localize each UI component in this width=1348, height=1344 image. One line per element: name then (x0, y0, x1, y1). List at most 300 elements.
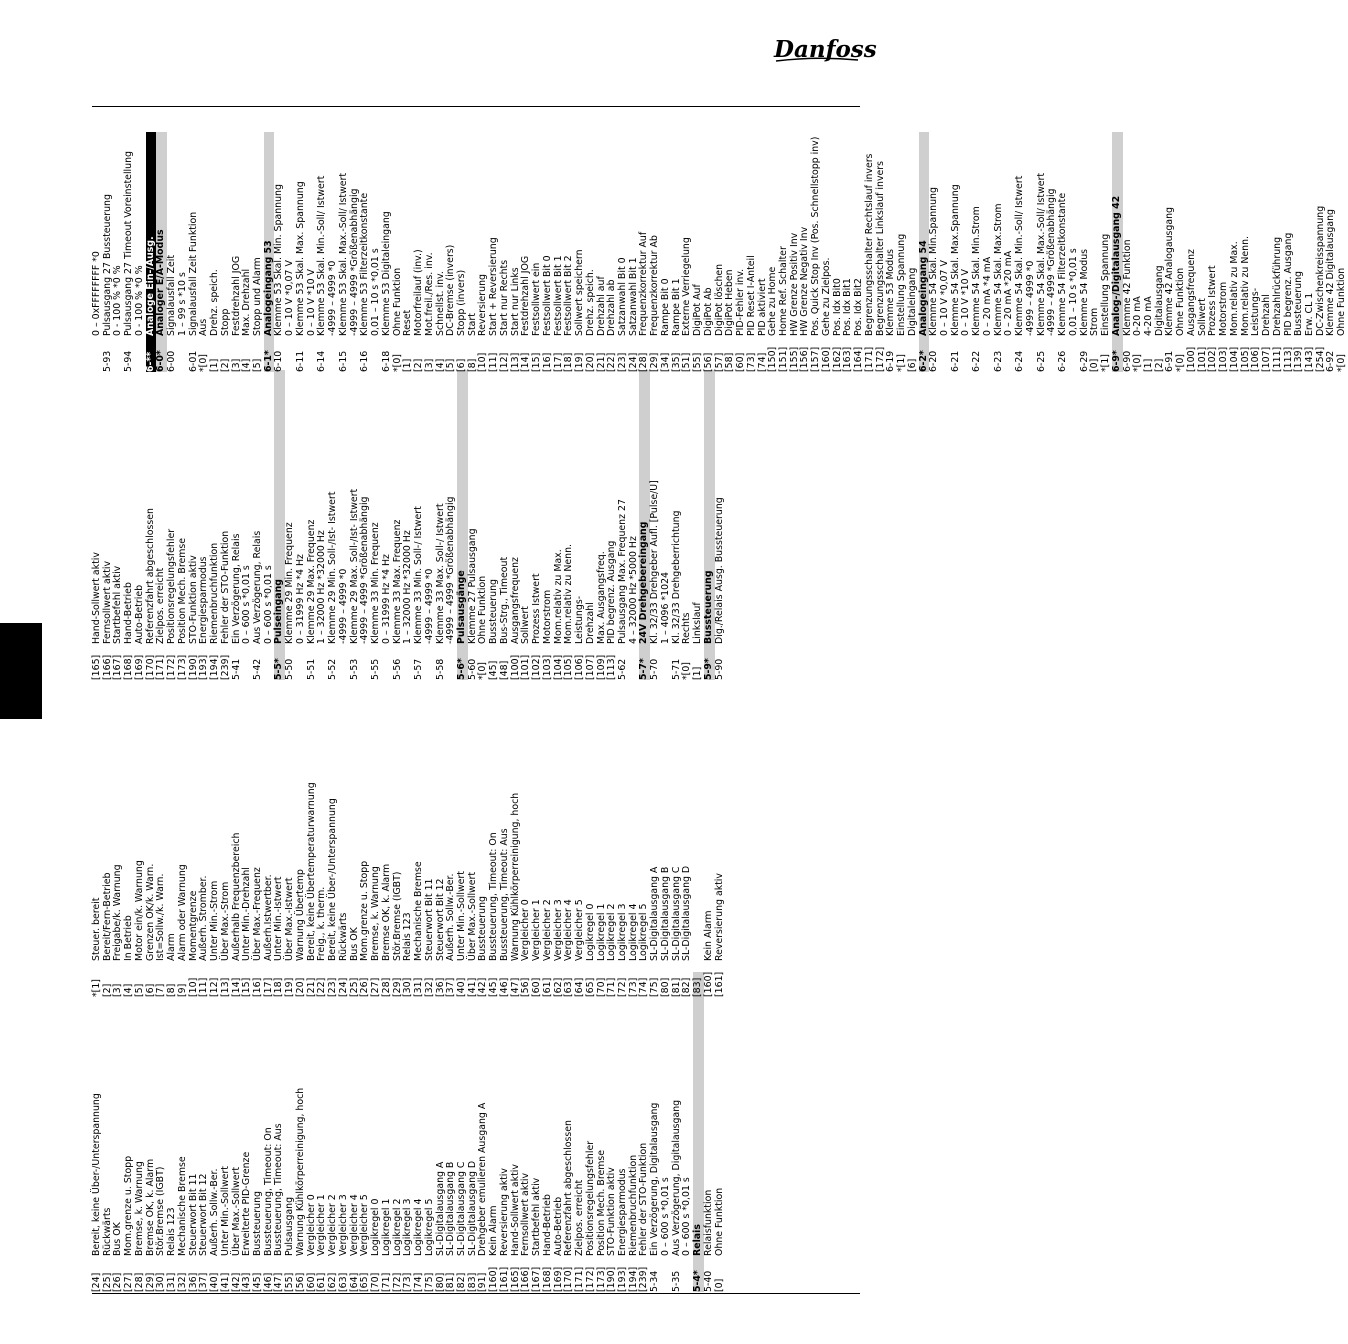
parameter-code: [102] (531, 654, 543, 680)
parameter-text: SL-Digitalausgang A (649, 866, 661, 961)
parameter-row (1165, 132, 1176, 372)
parameter-row (715, 972, 726, 1292)
parameter-code: [164] (853, 346, 865, 372)
parameter-text: PID Reset I-Anteil (745, 255, 757, 336)
parameter-row (1187, 132, 1198, 372)
parameter-code: [25] (101, 1272, 113, 1292)
parameter-text: Steuerwort Bit 11 (423, 878, 435, 961)
parameter-text: Klemme 54 Modus (1078, 248, 1090, 336)
parameter-code: [56] (702, 352, 714, 372)
parameter-code: [22] (316, 977, 328, 997)
parameter-text: Zielpos. erreicht (155, 567, 167, 644)
parameter-text: Startbefehl aktiv (112, 565, 124, 644)
parameter-text: Festsollwert ein (531, 262, 543, 336)
parameter-text: 0 - 100 % *0 % (112, 265, 124, 336)
parameter-row (339, 687, 350, 997)
parameter-text: Motorfreilauf (inv.) (413, 249, 425, 336)
parameter-row (296, 132, 307, 372)
parameter-row (650, 132, 661, 372)
parameter-row (1251, 132, 1262, 372)
parameter-code: [65] (359, 1272, 371, 1292)
parameter-text: Hand-Betrieb (123, 582, 135, 644)
parameter-text: 4-20 mA (1142, 296, 1154, 336)
parameter-text: Relaisfunktion (702, 1189, 714, 1256)
parameter-text: Klemme 54 Skal. Max.Strom (992, 203, 1004, 336)
parameter-code: [51] (681, 352, 693, 372)
parameter-row (843, 132, 854, 372)
parameter-code: 5-94 (123, 350, 135, 372)
parameter-text: Ohne Funktion (1175, 267, 1187, 336)
parameter-text: Bussteuerung, Timeout: On (262, 1127, 274, 1256)
parameter-code: 6-19 (885, 350, 897, 372)
parameter-text: Analoger E/A-Modus (156, 132, 167, 336)
parameter-code: 6-9* (1112, 336, 1123, 372)
parameter-code: [57] (713, 352, 725, 372)
parameter-code: [11] (488, 352, 500, 372)
parameter-code: [60] (735, 352, 747, 372)
parameter-code: [6] (144, 983, 156, 997)
parameter-code: [37] (198, 1272, 210, 1292)
parameter-code: 5-7* (639, 644, 650, 680)
parameter-code: 6-0* (156, 336, 167, 372)
parameter-row (715, 687, 726, 997)
parameter-code: 6-11 (294, 350, 306, 372)
parameter-text: Drehzahl ab (606, 279, 618, 336)
parameter-code: 6-1* (264, 336, 275, 372)
parameter-text: Steuer. bereit (91, 897, 102, 961)
parameter-code: 5-35 (670, 1270, 682, 1292)
parameter-code: [239] (638, 1266, 650, 1292)
parameter-code: [21] (595, 352, 607, 372)
parameter-text: Klemme 54 Skal. Max.-Soll/ Istwert (1035, 172, 1047, 336)
parameter-text: Referenzfahrt abgeschlossen (563, 1120, 575, 1256)
parameter-code: [254] (1314, 346, 1326, 372)
parameter-row (607, 132, 618, 372)
parameter-text: Sollwert (1196, 298, 1208, 336)
parameter-row (339, 972, 350, 1292)
parameter-text: Fehler der STO-Funktion (219, 530, 231, 644)
parameter-code: [150] (767, 346, 779, 372)
parameter-code: [83] (692, 977, 704, 997)
parameter-text: Linkslauf (692, 602, 704, 644)
parameter-text: Bereit, keine Übertemperaturwarnung (305, 782, 317, 961)
parameter-text: Drehzahlrückführung (1271, 236, 1283, 336)
parameter-row (382, 972, 393, 1292)
parameter-text: 0,01 – 10 s *0,01 s (1067, 248, 1079, 336)
parameter-code: 5-56 (391, 658, 403, 680)
parameter-code: [155] (788, 346, 800, 372)
parameter-text: Digitaleingang (906, 267, 918, 336)
parameter-code: [160] (702, 971, 714, 997)
parameter-text: Klemme 27 Pulsausgang (466, 528, 478, 644)
parameter-text: SL-Digitalausgang D (681, 865, 693, 961)
parameter-row (1326, 132, 1337, 372)
parameter-code: [9] (176, 983, 188, 997)
parameter-text: Mom.relativ zu Max. (1228, 241, 1240, 336)
parameter-text: Festsollwert Bit 2 (563, 255, 575, 336)
parameter-text: Max. Ausgangsfreq. (595, 551, 607, 644)
parameter-list-rotated (91, 130, 1348, 1292)
parameter-text: Pos. Quick Stop Inv (Pos. Schnellstopp inv) (810, 136, 822, 336)
parameter-code: 6-00 (166, 350, 178, 372)
parameter-code: [103] (541, 654, 553, 680)
parameter-text: Begrenzungsschalter Rechtslauf invers (863, 153, 875, 336)
parameter-text: Bereit, keine Über-/Unterspannung (327, 798, 339, 961)
parameter-text: Referenzfahrt abgeschlossen (144, 508, 156, 644)
parameter-row (725, 132, 736, 372)
parameter-code: 5-70 (649, 658, 661, 680)
parameter-code: [1] (209, 358, 221, 372)
parameter-text: 0 – 20 mA *20 mA (1003, 250, 1015, 336)
parameter-text: 1 – 32000 Hz *32000 Hz (402, 530, 414, 644)
parameter-code: [45] (488, 660, 500, 680)
parameter-row (704, 132, 715, 372)
parameter-row (715, 132, 726, 372)
parameter-code: 6-23 (992, 350, 1004, 372)
parameter-code: [32] (423, 977, 435, 997)
parameter-code: 6-25 (1035, 350, 1047, 372)
parameter-text: Hand-Sollwert aktiv (509, 1164, 521, 1256)
parameter-row (554, 132, 565, 372)
footer-rule (92, 1293, 860, 1294)
parameter-text: Analoge Ein-/Ausg. (146, 132, 157, 336)
parameter-row (425, 972, 436, 1292)
parameter-text: Reversierung aktiv (713, 873, 725, 961)
parameter-code: [80] (659, 977, 671, 997)
parameter-text: Klemme 53 Skal. Min. Spannung (273, 184, 285, 336)
parameter-text: PID begrenz. Ausgang (1282, 232, 1294, 336)
parameter-code: [167] (531, 1266, 543, 1292)
parameter-code: 5-53 (348, 658, 360, 680)
parameter-row (972, 132, 983, 372)
parameter-text: Unter Min.-Strom (209, 880, 221, 961)
parameter-text: In Betrieb (123, 915, 135, 961)
parameter-text: Pulseingang (274, 370, 285, 644)
parameter-text: Start + Reversierung (488, 237, 500, 336)
parameter-row (124, 132, 135, 372)
parameter-row (178, 972, 189, 1292)
parameter-column-2 (92, 687, 725, 997)
parameter-code: [172] (874, 346, 886, 372)
parameter-text: Dig./Relais Ausg. Bussteuerung (713, 497, 725, 644)
parameter-text: Außerh.Istwertber. (262, 874, 274, 961)
parameter-row (425, 132, 436, 372)
parameter-code: [64] (574, 977, 586, 997)
parameter-code: [2] (101, 983, 113, 997)
parameter-code: [6] (455, 358, 467, 372)
parameter-text: Auto-Betrieb (133, 584, 145, 644)
parameter-row (715, 370, 726, 680)
parameter-text: Über Max.-Istwert (284, 877, 296, 961)
parameter-text: Mom.relativ zu Nenn. (1239, 236, 1251, 336)
parameter-text: 0-20 mA (1132, 296, 1144, 336)
parameter-text: Bussteuerung (477, 896, 489, 961)
parameter-code: [74] (638, 977, 650, 997)
parameter-text: Start (466, 313, 478, 336)
parameter-code: [156] (799, 346, 811, 372)
parameter-text: Außerh. Sollw.-Ber. (209, 1168, 221, 1256)
parameter-text: Steuerwort Bit 12 (198, 1173, 210, 1256)
parameter-code: 6-14 (316, 350, 328, 372)
parameter-code: [65] (584, 977, 596, 997)
parameter-code: [81] (445, 1272, 457, 1292)
parameter-code: [14] (520, 352, 532, 372)
parameter-code: [47] (273, 1272, 285, 1292)
parameter-code: [170] (563, 1266, 575, 1292)
parameter-row (618, 132, 629, 372)
parameter-text: Unter Min.-Drehzahl (241, 867, 253, 961)
parameter-code: [16] (252, 977, 264, 997)
parameter-row (339, 370, 350, 680)
parameter-row (543, 972, 554, 1292)
parameter-text: -4999 – 4999 *0 (337, 568, 349, 644)
parameter-text: Klemme 54 Skal. Min.-Soll/ Istwert (1014, 175, 1026, 336)
parameter-text: Reversierung aktiv (498, 1168, 510, 1256)
parameter-text: STO-Funktion aktiv (187, 555, 199, 644)
parameter-code: 5-58 (434, 658, 446, 680)
parameter-row (468, 132, 479, 372)
parameter-row (682, 132, 693, 372)
parameter-code: [8] (466, 358, 478, 372)
parameter-code: [4] (123, 983, 135, 997)
parameter-code: [21] (305, 977, 317, 997)
parameter-text: Klemme 54 Skal. Min.Spannung (928, 187, 940, 336)
parameter-text: Steuerwort Bit 11 (187, 1173, 199, 1256)
parameter-text: Motor ein/k. Warnung (133, 860, 145, 961)
parameter-code: [173] (176, 654, 188, 680)
parameter-code: [36] (434, 977, 446, 997)
parameter-code: [167] (112, 654, 124, 680)
parameter-code: [169] (552, 1266, 564, 1292)
parameter-text: SL-Digitalausgang C (670, 866, 682, 961)
parameter-text: Mom.grenze u. Stopp (123, 1155, 135, 1256)
parameter-text: 0 – 600 s *0,01 s (262, 565, 274, 644)
parameter-text: DigiPot Ab (702, 287, 714, 336)
parameter-text: Logikregel 3 (402, 1198, 414, 1256)
parameter-code: [35] (670, 352, 682, 372)
parameter-row (457, 132, 468, 372)
parameter-text: Warnung Kühlkörperreinigung, hoch (509, 792, 521, 961)
parameter-row (425, 370, 436, 680)
parameter-text: Reversierung (477, 274, 489, 336)
parameter-code: [10] (477, 352, 489, 372)
parameter-code: [151] (778, 346, 789, 372)
parameter-column-3 (92, 370, 725, 680)
parameter-code: 6-29 (1078, 350, 1090, 372)
parameter-code: 6-92 (1325, 350, 1337, 372)
parameter-code: 5-62 (616, 658, 628, 680)
parameter-row (1026, 132, 1037, 372)
parameter-code: 6-16 (359, 350, 371, 372)
parameter-row (221, 132, 232, 372)
parameter-code: [111] (1271, 346, 1283, 372)
parameter-text: 0 – 10 V *0,07 V (284, 260, 296, 336)
parameter-text: Außerhalb Frequenzbereich (230, 832, 242, 961)
parameter-code: [3] (423, 358, 435, 372)
parameter-code: [171] (155, 654, 167, 680)
parameter-code: [62] (327, 1272, 339, 1292)
parameter-code: [72] (391, 1272, 403, 1292)
parameter-code: 5-57 (413, 658, 425, 680)
parameter-row (221, 687, 232, 997)
parameter-text: STO-Funktion aktiv (606, 1167, 618, 1256)
parameter-code: [31] (413, 977, 425, 997)
parameter-text: Mot.freil./Res. inv. (423, 252, 435, 336)
parameter-row (1133, 132, 1144, 372)
parameter-text: 0 – 0xFFFFFFFF *0 (91, 251, 102, 336)
parameter-text: Ausgangsfrequenz (1185, 249, 1197, 336)
parameter-row (704, 687, 715, 997)
parameter-text: Klemme 53 Skal. Max. Spannung (294, 181, 306, 336)
parameter-text: Klemme 54 Filterzeitkonstante (1057, 192, 1069, 336)
parameter-row (908, 132, 919, 372)
parameter-code: [74] (413, 1272, 425, 1292)
parameter-text: Logikregel 2 (606, 903, 618, 961)
parameter-code: [31] (166, 1272, 178, 1292)
parameter-text: Vergleicher 2 (327, 1194, 339, 1256)
parameter-text: Erweiterte PID-Grenze (241, 1151, 253, 1256)
parameter-code: *[0] (391, 354, 403, 372)
parameter-code: [3] (230, 358, 242, 372)
parameter-code: [63] (563, 977, 575, 997)
parameter-text: Vergleicher 1 (316, 1194, 328, 1256)
parameter-code: [113] (1282, 346, 1294, 372)
parameter-text: Ohne Funktion (713, 1187, 725, 1256)
parameter-code: [34] (659, 352, 671, 372)
parameter-code: [107] (584, 654, 596, 680)
parameter-text: Bremse OK, k. Alarm (144, 1158, 156, 1256)
parameter-text: Klemme 29 Max. Frequenz (305, 519, 317, 644)
parameter-text: 24V Drehgebereingang (639, 370, 650, 644)
parameter-text: Vergleicher 4 (348, 1194, 360, 1256)
parameter-code: [73] (745, 352, 757, 372)
parameter-text: Klemme 54 Skal. Min.Strom (971, 206, 983, 336)
parameter-text: Positionsregelungsfehler (584, 1140, 596, 1256)
parameter-text: Logikregel 1 (595, 903, 607, 961)
parameter-code: [106] (1250, 346, 1262, 372)
parameter-text: Bus-Strg., Timeout (498, 556, 510, 644)
parameter-code: [75] (423, 1272, 435, 1292)
parameter-code: [10] (187, 977, 199, 997)
parameter-row (500, 132, 511, 372)
parameter-code: [36] (187, 1272, 199, 1292)
parameter-text: Hand-Betrieb (541, 1194, 553, 1256)
parameter-text: Logikregel 5 (423, 1198, 435, 1256)
parameter-text: Prozess Istwert (1207, 265, 1219, 336)
parameter-text: HW Grenze Positiv Inv (788, 232, 800, 336)
parameter-text: Klemme 29 Min. Frequenz (284, 522, 296, 644)
parameter-text: Freig., k. therm. (316, 886, 328, 961)
parameter-row (1284, 132, 1295, 372)
parameter-code: [43] (241, 1272, 253, 1292)
parameter-code: [100] (1185, 346, 1197, 372)
parameter-code: 6-** (146, 336, 157, 372)
parameter-text: DC-Bremse (invers) (445, 244, 457, 336)
parameter-text: -4999 – 4999 *Größenabhängig (359, 496, 371, 644)
parameter-row (1241, 132, 1252, 372)
parameter-code: [100] (509, 654, 521, 680)
parameter-code: [74] (756, 352, 768, 372)
parameter-code: 6-20 (928, 350, 940, 372)
parameter-code: 5-50 (284, 658, 296, 680)
parameter-code: [104] (552, 654, 564, 680)
parameter-text: Digitalausgang (1153, 265, 1165, 336)
parameter-code: [20] (294, 977, 306, 997)
parameter-row (199, 132, 210, 372)
parameter-text: Vergleicher 3 (337, 1194, 349, 1256)
parameter-text: Unter Min.-Istwert (273, 876, 285, 961)
parameter-code: [12] (209, 977, 221, 997)
parameter-code: [11] (198, 977, 210, 997)
parameter-code: *[1] (896, 354, 908, 372)
parameter-text: Max. Drehzahl (241, 268, 253, 336)
parameter-code: [6] (906, 358, 918, 372)
parameter-text: Freigabe/k. Warnung (112, 864, 124, 961)
parameter-code: [170] (144, 654, 156, 680)
parameter-row (103, 132, 114, 372)
parameter-code: [104] (1228, 346, 1240, 372)
section-heading (156, 132, 167, 372)
parameter-text: Festdrehzahl JOG (230, 255, 242, 336)
parameter-text: Analogeingang 54 (919, 132, 930, 336)
parameter-row (221, 972, 232, 1292)
parameter-row (1144, 132, 1155, 372)
parameter-row (425, 687, 436, 997)
parameter-text: Vergleicher 3 (552, 899, 564, 961)
parameter-code: [46] (262, 1272, 274, 1292)
parameter-code: *[0] (1132, 354, 1144, 372)
parameter-text: Zielpos. erreicht (574, 1179, 586, 1256)
parameter-text: Analog-/Digitalausgang 42 (1112, 132, 1123, 336)
parameter-code: [27] (370, 977, 382, 997)
parameter-row (929, 132, 940, 372)
parameter-text: Bussteuerung (488, 579, 500, 644)
parameter-text: Stopp (invers) (455, 269, 467, 336)
parameter-text: Bereit, keine Über-/Unterspannung (91, 1093, 102, 1256)
parameter-code: [60] (305, 1272, 317, 1292)
parameter-text: Home Ref. Schalter (778, 246, 789, 336)
parameter-row (682, 687, 693, 997)
parameter-code: [30] (155, 1272, 167, 1292)
parameter-text: Gehe zu Home (767, 266, 779, 336)
parameter-row (221, 370, 232, 680)
parameter-text: DigiPot Auf (692, 284, 704, 336)
parameter-code: [103] (1218, 346, 1230, 372)
parameter-text: Pulsausgang 27 Bussteuerung (101, 194, 113, 336)
parameter-text: Relais (693, 972, 704, 1256)
parameter-code: [64] (348, 1272, 360, 1292)
parameter-code: [3] (112, 983, 124, 997)
parameter-text: Grenzen OK/k. Warn. (144, 863, 156, 961)
parameter-text: Kl. 32/33 Drehgeber Aufl. [Pulse/U] (649, 480, 661, 644)
parameter-code: [7] (155, 983, 167, 997)
parameter-code: [70] (595, 977, 607, 997)
parameter-row (865, 132, 876, 372)
parameter-text: Positionsregelungsfehler (166, 528, 178, 644)
parameter-code: [169] (133, 654, 145, 680)
parameter-row (543, 370, 554, 680)
parameter-text: Motorstrom (541, 589, 553, 644)
parameter-code: [81] (670, 977, 682, 997)
parameter-text: 0 – 10 V *10 V (960, 269, 972, 336)
parameter-text: 4 – 32000 Hz *5000 Hz (627, 536, 639, 644)
parameter-code: [29] (649, 352, 661, 372)
parameter-code: [27] (123, 1272, 135, 1292)
parameter-code: [70] (370, 1272, 382, 1292)
parameter-code: [14] (230, 977, 242, 997)
parameter-code: 5-51 (305, 658, 317, 680)
parameter-row (339, 132, 350, 372)
